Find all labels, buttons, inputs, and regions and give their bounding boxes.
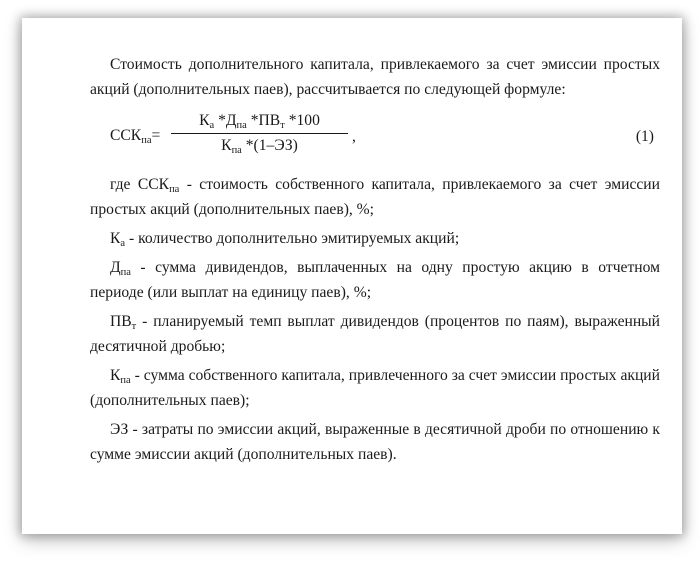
def-text: - затраты по эмиссии акций, выраженные в десятичной дроби по отношению к сумме эмиссии акций (дополнительных паев). <box>90 421 660 463</box>
document-card <box>22 18 682 534</box>
lhs-subscript: па <box>141 135 152 146</box>
def-symbol: К <box>110 367 121 384</box>
definition-paragraph <box>90 172 660 222</box>
def-text: - стоимость собственного капитала, привлекаемого за счет эмиссии простых акций (дополнительных паев), %; <box>90 176 660 218</box>
formula-numerator <box>171 110 348 132</box>
def-symbol: Д <box>110 259 121 276</box>
num-pv-sub: т <box>280 120 285 131</box>
definition-paragraph <box>90 226 660 251</box>
num-k-sub: а <box>209 120 215 131</box>
def-text: - планируемый темп выплат дивидендов (процентов по паям), выраженный десятичной дробью; <box>90 313 660 355</box>
def-text: - сумма собственного капитала, привлеченного за счет эмиссии простых акций (дополнительных паев); <box>90 367 660 409</box>
equation-number: (1) <box>635 128 654 145</box>
def-symbol: ЭЗ <box>110 421 129 438</box>
formula-denominator <box>171 135 348 157</box>
def-subscript: па <box>120 267 131 278</box>
num-d: *Д <box>218 112 237 129</box>
def-subscript: т <box>131 321 137 332</box>
document-body <box>90 52 660 467</box>
definition-paragraph <box>90 309 660 359</box>
def-subscript: па <box>120 375 131 386</box>
formula <box>90 110 660 162</box>
num-d-sub: па <box>236 120 247 131</box>
def-text: - сумма дивидендов, выплаченных на одну простую акцию в отчетном периоде (или выплат на единицу паев), %; <box>90 259 660 301</box>
def-text: - количество дополнительно эмитируемых акций; <box>125 230 460 247</box>
lhs-symbol: ССК <box>110 127 142 144</box>
intro-paragraph: Стоимость дополнительного капитала, привлекаемого за счет эмиссии простых акций (дополнительных паев), рассчитывается по следующей формуле: <box>90 56 660 98</box>
formula-fraction <box>171 110 348 157</box>
fraction-bar <box>171 133 348 134</box>
num-tail: *100 <box>288 112 320 129</box>
num-k: К <box>199 112 210 129</box>
def-symbol: где ССК <box>110 176 170 193</box>
definition-paragraph <box>90 363 660 413</box>
def-subscript: па <box>169 184 180 195</box>
den-tail: *(1–ЭЗ) <box>245 137 298 154</box>
definition-paragraph <box>90 255 660 305</box>
def-symbol: К <box>110 230 121 247</box>
equals-sign: = <box>151 127 161 144</box>
formula-comma: , <box>352 128 356 145</box>
formula-lhs <box>110 123 160 148</box>
den-k-sub: па <box>231 145 242 156</box>
den-k: К <box>221 137 232 154</box>
def-subscript: а <box>120 238 126 249</box>
def-symbol: ПВ <box>110 313 132 330</box>
num-pv: *ПВ <box>250 112 281 129</box>
definition-paragraph <box>90 417 660 467</box>
